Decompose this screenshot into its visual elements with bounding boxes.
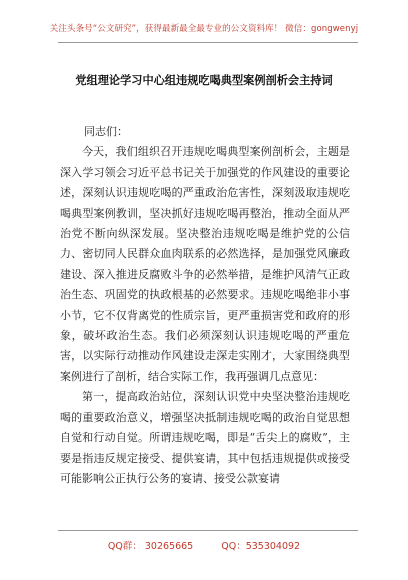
header-banner: 关注头条号“公文研究”，获得最新最全最专业的公文资料库！ 微信：gongwenyj xyxy=(49,24,359,34)
footer-qq-group: QQ群： 30265665 xyxy=(107,541,194,552)
header-divider xyxy=(58,42,358,43)
footer-contact xyxy=(0,538,408,552)
greeting: 同志们： xyxy=(84,125,128,138)
document-body xyxy=(60,122,350,489)
paragraph-intro: 今天，我们组织召开违规吃喝典型案例剖析会，主题是深入学习领会习近平总书记关于加强党的作风建设的重要论述，深刻认识违规吃喝的严重政治危害性，深刻汲取违规吃喝典型案例教训，坚决抓好违规吃喝再整治，推动全面从严治党不断向纵深发展。坚决整治违规吃喝是维护党的公信力、密切同人民群众血肉联系的必然选择，是加强党风廉政建设、深入推进反腐败斗争的必然举措，是维护风清气正政治生态、巩固党的执政根基的必然要求。违规吃喝绝非小事小节，它不仅背离党的性质宗旨，更严重损害党和政府的形象，破坏政治生态。我们必须深刻认识违规吃喝的严重危害，以实际行动推动作风建设走深走实刚才，大家围绕典型案例进行了剖析，结合实际工作，我再强调几点意见： xyxy=(60,145,350,383)
footer-divider xyxy=(58,530,358,531)
footer-qq-number: QQ：535304092 xyxy=(221,541,301,552)
paragraph-first-point: 第一，提高政治站位，深刻认识党中央坚决整治违规吃喝的重要政治意义，增强坚决抵制违规吃喝的政治自觉思想自觉和行动自觉。所谓违规吃喝，即是“舌尖上的腐败”，主要是指违反规定接受、提供宴请，其中包括违规提供或接受可能影响公正执行公务的宴请、接受公款宴请 xyxy=(60,390,350,485)
document-title: 党组理论学习中心组违规吃喝典型案例剖析会主持词 xyxy=(75,73,333,87)
